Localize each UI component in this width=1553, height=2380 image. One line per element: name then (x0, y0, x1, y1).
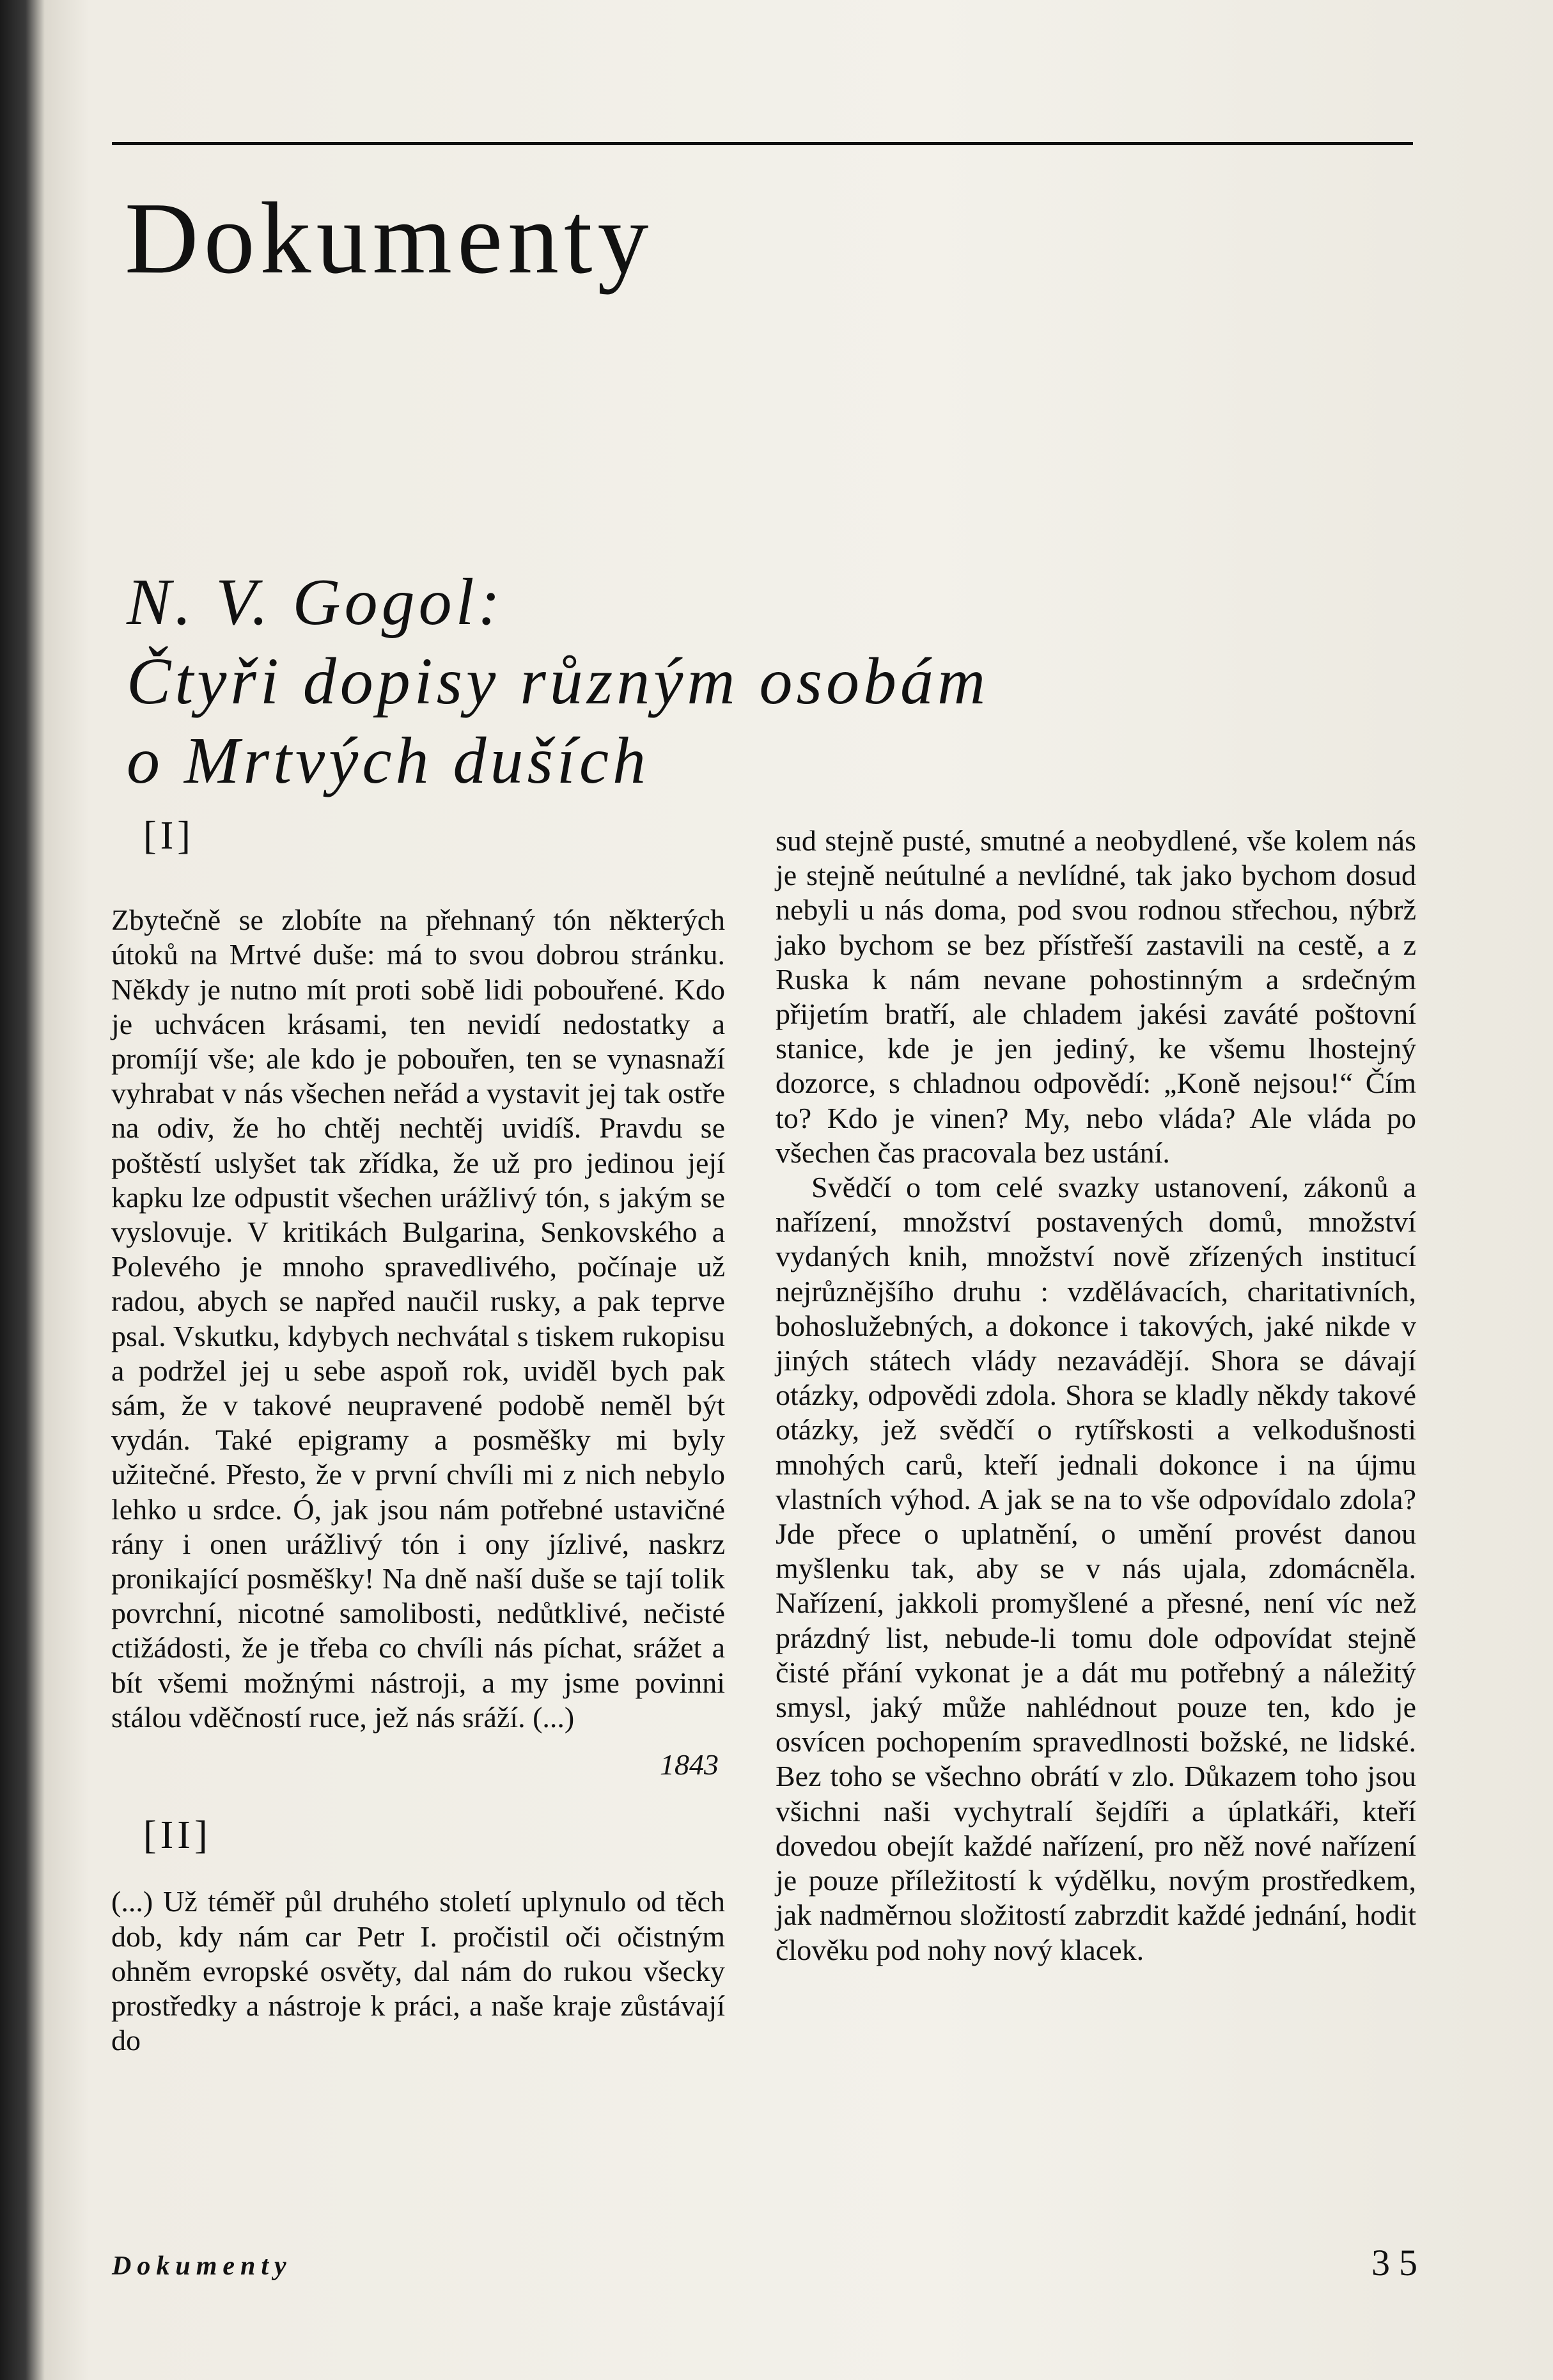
letter-1-date: 1843 (660, 1748, 719, 1781)
article-title-line-2: o Mrtvých duších (127, 724, 650, 797)
section-title: Dokumenty (125, 181, 654, 295)
article-author: N. V. Gogol: (127, 565, 504, 639)
page-number: 35 (1371, 2242, 1426, 2283)
article-title-line-1: Čtyři dopisy různým osobám (127, 645, 990, 718)
letter-1-marker: [I] (143, 814, 194, 857)
left-column (111, 814, 725, 2058)
letter-1-paragraph: Zbytečně se zlobíte na přehnaný tón některých útoků na Mrtvé duše: má to svou dobrou stránku. Někdy je nutno mít proti sobě lidi pobouřené. Kdo je uchvácen krásami, ten nevidí nedostatky a promíjí vše; ale kdo je pobouřen, ten se vynasnaží vyhrabat v nás všechen neřád a vystavit jej tak ostře na odiv, že ho chtěj nechtěj uvidíš. Pravdu se poštěstí uslyšet tak zřídka, že už pro jedinou její kapku lze odpustit všechen urážlivý tón, s jakým se vyslovuje. V kritikách Bulgarina, Senkovského a Polevého je mnoho spravedlivého, počínaje už radou, abych se napřed naučil rusky, a pak teprve psal. Vskutku, kdybych nechvátal s tiskem rukopisu a podržel jej u sebe aspoň rok, uviděl bych pak sám, že v takové neupravené podobě neměl být vydán. Také epigramy a posměšky mi byly užitečné. Přesto, že v první chvíli mi z nich nebylo lehko u srdce. Ó, jak jsou nám potřebné ustavičné rány i onen urážlivý tón i ony jízlivé, naskrz pronikající posměšky! Na dně naší duše se tají tolik povrchní, nicotné samolibosti, nedůtklivé, nečisté ctižádosti, že je třeba co chvíli nás píchat, srážet a bít všemi možnými nástroji, a my jsme povinni stálou vděčností ruce, jež nás sráží. (...) (111, 904, 725, 1734)
letter-2-paragraph-start: (...) Už téměř půl druhého století uplynulo od těch dob, kdy nám car Petr I. pročistil oči očistným ohněm evropské osvěty, dal nám do rukou všecky prostředky a nástroje k práci, a naše kraje zůstávají do (111, 1885, 725, 2057)
footer-running-title: Dokumenty (112, 2251, 292, 2281)
letter-2-marker: [II] (143, 1813, 212, 1858)
top-rule (112, 142, 1413, 145)
letter-2-paragraph-continued: sud stejně pusté, smutné a neobydlené, vše kolem nás je stejně neútulné a nevlídné, tak jako bychom dosud nebyli u nás doma, pod svou rodnou střechou, nýbrž jako bychom se bez přístřeší zastavili na cestě, a z Ruska k nám nevane pohostinným a srdečným přijetím bratří, ale chladem jakési zaváté poštovní stanice, kde je jen jediný, ke všemu lhostejný dozorce, s chladnou odpovědí: „Koně nejsou!“ Čím to? Kdo je vinen? My, nebo vláda? Ale vláda po všechen čas pracovala bez ustání. (776, 824, 1416, 1169)
article-heading (127, 563, 989, 801)
right-column (776, 824, 1416, 1968)
letter-2-paragraph-2: Svědčí o tom celé svazky ustanovení, zákonů a nařízení, množství postavených domů, množství vydaných knih, množství nově zřízených institucí nejrůznějšího druhu : vzdělávacích, charitativních, bohoslužebných, a dokonce i takových, jaké nikde v jiných státech vlády nezavádějí. Shora se dávají otázky, odpovědi zdola. Shora se kladly někdy takové otázky, jež svědčí o rytířskosti a velkodušnosti mnohých carů, kteří jednali dokonce i na újmu vlastních výhod. A jak se na to vše odpovídalo zdola? Jde přece o uplatnění, o umění provést danou myšlenku tak, aby se v nás ujala, zdomácněla. Nařízení, jakkoli promyšlené a přesné, není víc než prázdný list, nebude-li tomu dole odpovídat stejně čisté přání vykonat je a dát mu potřebný a náležitý smysl, jaký může nahlédnout pouze ten, kdo je osvícen pochopením spravedlnosti božské, ne lidské. Bez toho se všechno obrátí v zlo. Důkazem toho jsou všichni naši vychytralí šejdíři a úplatkáři, kteří dovedou obejít každé nařízení, pro něž nové nařízení je pouze příležitostí k výdělku, novým prostředkem, jak nadměrnou složitostí zabrzdit každé jednání, hodit člověku pod nohy nový klacek. (776, 1171, 1416, 1966)
